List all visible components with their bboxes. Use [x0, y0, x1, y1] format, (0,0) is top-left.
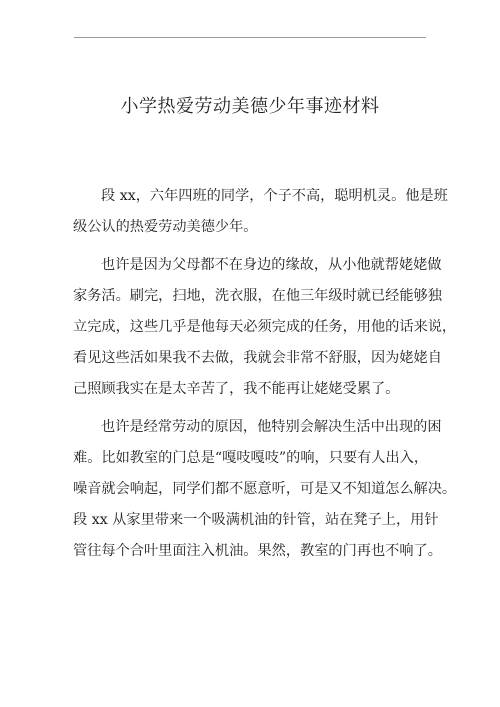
- header-rule: [74, 37, 426, 38]
- paragraph: [73, 412, 457, 567]
- paragraph: [73, 250, 457, 405]
- text-line: 段 xx，六年四班的同学，个子不高，聪明机灵。他是班: [101, 188, 448, 204]
- text-line: 家务活。刷完，扫地，洗衣服，在他三年级时就已经能够独: [73, 288, 442, 304]
- text-line: 己照顾我实在是太辛苦了，我不能再让姥姥受累了。: [73, 381, 400, 397]
- text-line: 也许是因为父母都不在身边的缘故，从小他就帮姥姥做: [101, 257, 442, 273]
- paragraph-gap: [73, 243, 435, 250]
- text-line: 噪音就会响起，同学们都不愿意听，可是又不知道怎么解决。: [73, 481, 457, 497]
- paragraph-gap: [73, 405, 435, 412]
- text-line: 管往每个合叶里面注入机油。果然，教室的门再也不响了。: [73, 543, 442, 559]
- document-title: 小学热爱劳动美德少年事迹材料: [120, 96, 380, 117]
- document-body: [73, 181, 457, 567]
- text-line: 级公认的热爱劳动美德少年。: [73, 219, 258, 235]
- text-line: 段 xx 从家里带来一个吸满机油的针管，站在凳子上，用针: [73, 512, 439, 528]
- paragraph: [73, 181, 448, 243]
- text-line: 立完成，这些几乎是他每天必须完成的任务，用他的话来说，: [73, 319, 457, 335]
- text-line: 看见这些活如果我不去做，我就会非常不舒服，因为姥姥自: [73, 350, 442, 366]
- text-line: 也许是经常劳动的原因，他特别会解决生活中出现的困: [101, 419, 442, 435]
- text-line: 难。比如教室的门总是“嘎吱嘎吱”的响，只要有人出入，: [73, 450, 429, 466]
